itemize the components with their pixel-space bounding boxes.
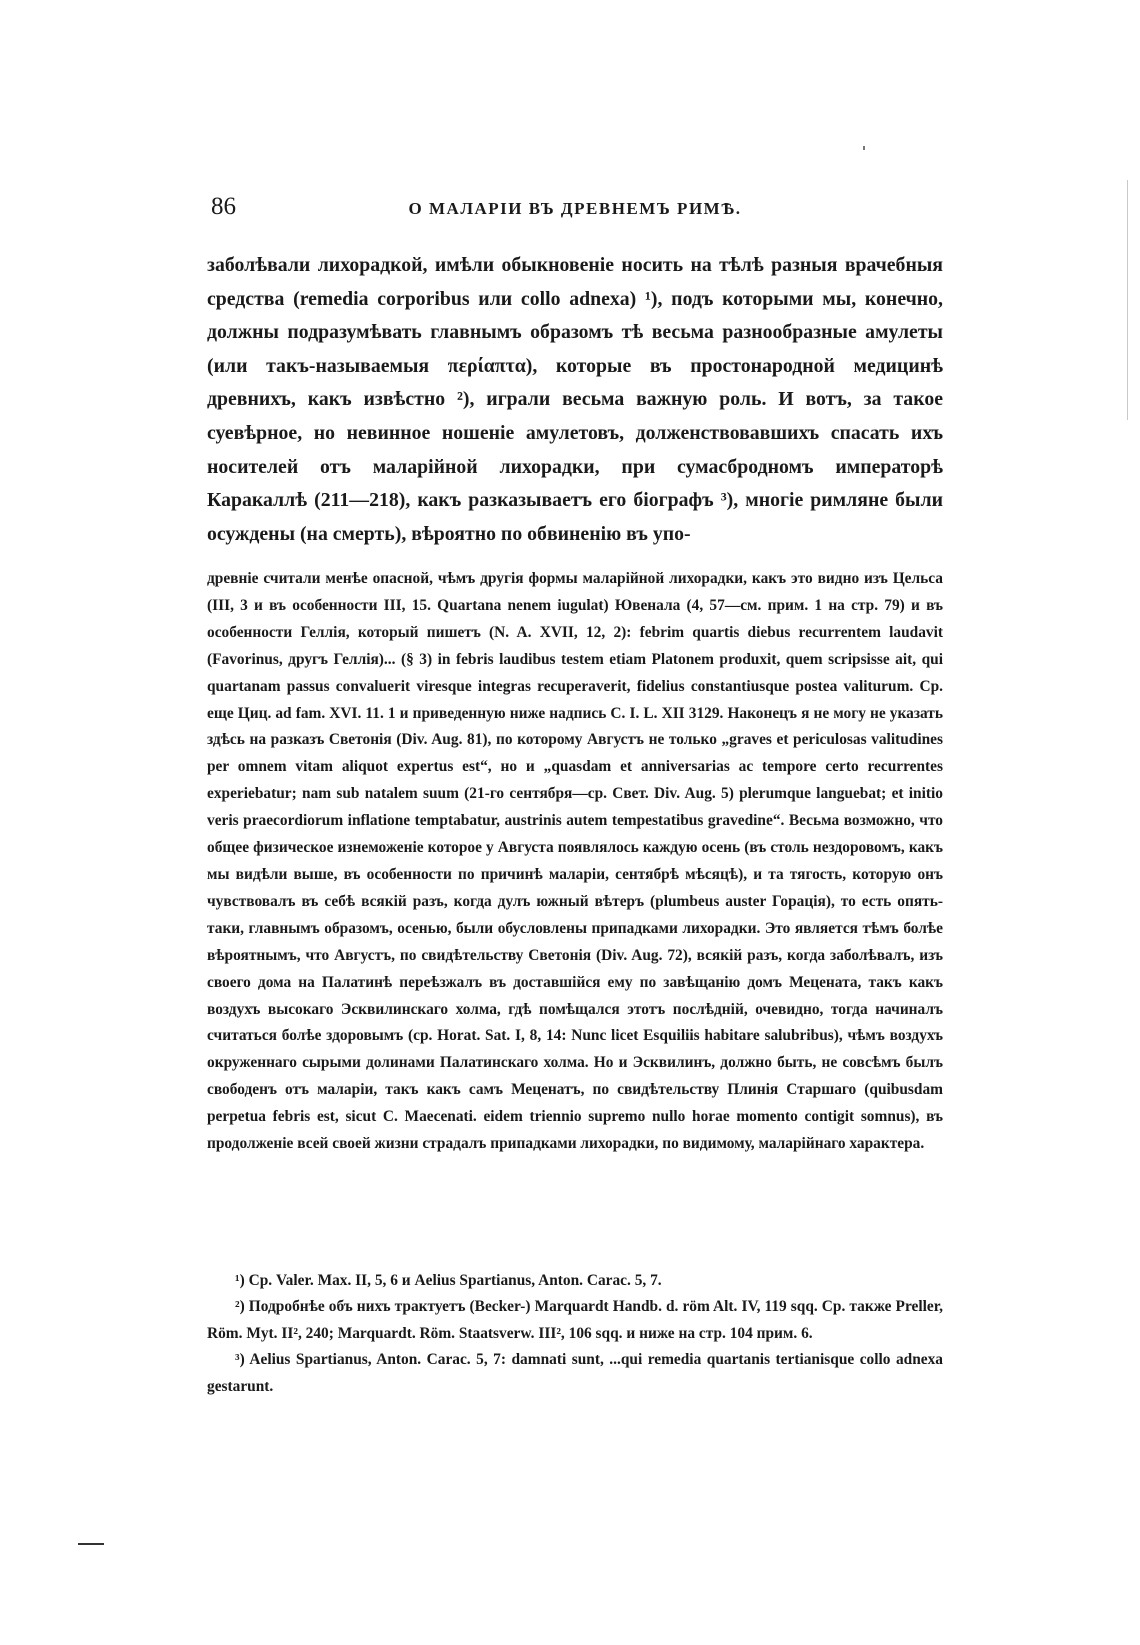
page-number: 86	[211, 193, 236, 220]
footnote-3: ³) Aelius Spartianus, Anton. Carac. 5, 7: damnati sunt, ...qui remedia quartanis tertianisque collo adnexa gestarunt.	[207, 1351, 943, 1395]
footnotes	[207, 1268, 943, 1400]
scan-dash-mark	[78, 1543, 104, 1545]
page-header	[207, 193, 943, 233]
scan-speck	[863, 146, 865, 150]
running-title: О МАЛАРІИ ВЪ ДРЕВНЕМЪ РИМѢ.	[408, 199, 742, 218]
footnote-1: ¹) Ср. Valer. Max. II, 5, 6 и Aelius Spartianus, Anton. Carac. 5, 7.	[235, 1272, 662, 1289]
footnote-2: ²) Подробнѣе объ нихъ трактуетъ (Becker-) Marquardt Handb. d. röm Alt. IV, 119 sqq. Ср. также Preller, Röm. Myt. II², 240; Marquardt. Röm. Staatsverw. III², 106 sqq. и ниже на стр. 104 прим. 6.	[207, 1298, 943, 1342]
footnote-continuation: древніе считали менѣе опасной, чѣмъ другія формы маларійной лихорадки, какъ это видно изъ Цельса (III, 3 и въ особенности III, 15. Quartana nenem iugulat) Ювенала (4, 57—см. прим. 1 на стр. 79) и въ особенности Геллія, который пишетъ (N. A. XVII, 12, 2): febrim quartis diebus recurrentem laudavit (Favorinus, другъ Геллія)... (§ 3) in febris laudibus testem etiam Platonem produxit, quem scripsisse ait, qui quartanam passus convaluerit viresque integras recuperaverit, fidelius constantiusque postea valiturum. Ср. еще Циц. ad fam. XVI. 11. 1 и приведенную ниже надпись C. I. L. XII 3129. Наконецъ я не могу не указать здѣсь на разказъ Светонія (Div. Aug. 81), по которому Августъ не только „graves et periculosas valitudines per omnem vitam aliquot expertus est“, но и „quasdam et anniversarias ac tempore certo recurrentes experiebatur; nam sub natalem suum (21-го сентября—ср. Свет. Div. Aug. 5) plerumque languebat; et initio veris praecordiorum inflatione temptabatur, austrinis autem tempestatibus gravedine“. Весьма возможно, что общее физическое изнеможеніе которое у Августа появлялось каждую осень (въ столь нездоровомъ, какъ мы видѣли выше, въ особенности по причинѣ маларіи, сентябрѣ мѣсяцѣ), и та тягость, которую онъ чувствовалъ въ себѣ всякій разъ, когда дулъ южный вѣтеръ (plumbeus auster Горація), то есть опять-таки, главнымъ образомъ, осенью, были обусловлены припадками лихорадки. Это является тѣмъ болѣе вѣроятнымъ, что Августъ, по свидѣтельству Светонія (Div. Aug. 72), всякій разъ, когда заболѣвалъ, изъ своего дома на Палатинѣ переѣзжалъ въ доставшійся ему по завѣщанію домъ Мецената, такъ какъ воздухъ высокаго Эсквилинскаго холма, гдѣ помѣщался этотъ послѣдній, очевидно, тогда начиналъ считаться болѣе здоровымъ (ср. Horat. Sat. I, 8, 14: Nunc licet Esquiliis habitare salubribus), чѣмъ воздухъ окруженнаго сырыми долинами Палатинскаго холма. Но и Эсквилинъ, должно быть, не совсѣмъ былъ свободенъ отъ маларіи, такъ какъ самъ Меценатъ, по свидѣтельству Плинія Старшаго (quibusdam perpetua febris est, sicut C. Maecenati. eidem triennio supremo nullo horae momento contigit somnus), въ продолженіе всей своей жизни страдалъ припадками лихорадки, по видимому, маларійнаго характера.	[207, 570, 943, 1153]
main-paragraph: заболѣвали лихорадкой, имѣли обыкновеніе носить на тѣлѣ разныя врачебныя средства (remedia corporibus или collo adnexa) ¹), подъ которыми мы, конечно, должны подразумѣвать главнымъ образомъ тѣ весьма разнообразные амулеты (или такъ-называемыя περίαπτα), которые въ простонародной медицинѣ древнихъ, какъ извѣстно ²), играли весьма важную роль. И вотъ, за такое суевѣрное, но невинное ношеніе амулетовъ, долженствовавшихъ спасать ихъ носителей отъ маларійной лихорадки, при сумасбродномъ императорѣ Каракаллѣ (211—218), какъ разказываетъ его біографъ ³), многіе римляне были осуждены (на смерть), вѣроятно по обвиненію въ упо-	[207, 254, 943, 545]
scan-edge-line	[1127, 180, 1128, 420]
